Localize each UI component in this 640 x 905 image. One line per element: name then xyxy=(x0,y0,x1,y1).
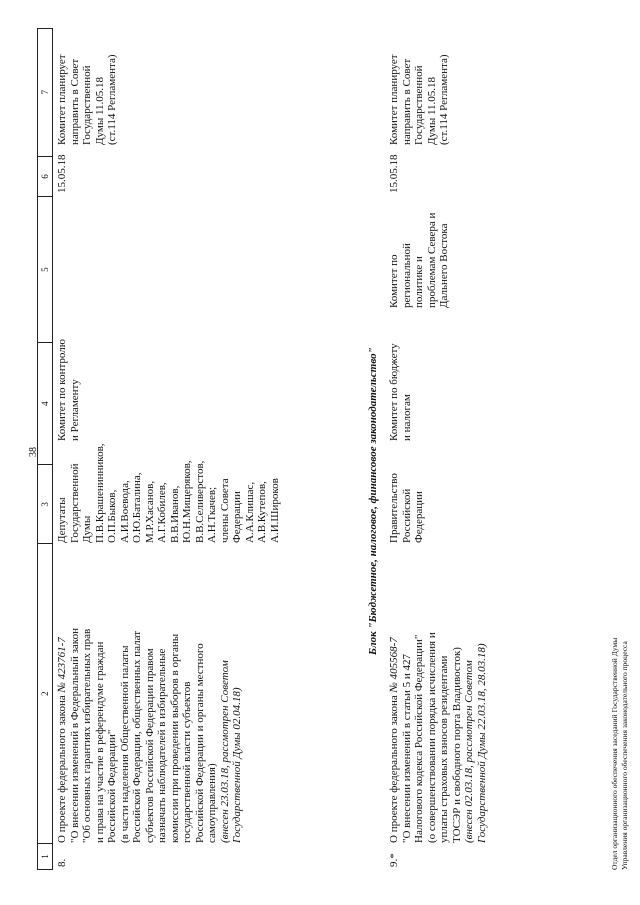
col-header: 3 xyxy=(38,464,52,543)
introduction-info: (внесен 02.03.18, рассмотрен Советом xyxy=(463,660,475,843)
col-header: 2 xyxy=(38,543,52,843)
bill-description: О проекте федерального закона № 423761-7 "О внесении изменений в Федеральный закон "Об основных гарантиях избирательных прав и права на участие в референдуме граждан Российской Федерации" (в части наделения Общественной палаты Российской Федерации, общественных палат субъектов Российской Федерации правом назначать наблюдателей в избирательные комиссии при проведении выборов в органы государственной власти субъектов Российской Федерации и органы местного самоуправления) (внесен 23.03.18, рассмотрен Советом Государственной Думы 02.04.18) xyxy=(56,545,244,843)
col-header: 5 xyxy=(38,196,52,341)
bill-number: № 405568-7 xyxy=(388,637,400,693)
bill-authors: Депутаты Государственной Думы П.В.Крашенинников, О.П.Быков, А.И.Воевода, О.Ю.Баталина, М.Р.Хасанов, А.Г.Кобилев, В.В.Иванов, Ю.Н.Мищеряков, В.В.Селиверстов, А.Н.Ткачев; члены Совета Федерации А.А.Клишас, А.В.Кутепов, А.И.Широков xyxy=(56,443,281,543)
col-header: 7 xyxy=(40,90,50,95)
row-number: 9.* xyxy=(388,853,400,867)
introduction-info: (внесен 23.03.18, рассмотрен Советом xyxy=(218,660,231,843)
bill-number: № 423761-7 xyxy=(56,637,68,693)
col-header: 4 xyxy=(38,342,52,465)
date: 15.05.18 xyxy=(388,154,400,193)
note: Комитет планирует направить в Совет Государственной Думы 11.05.18 (ст.114 Регламента) xyxy=(56,54,118,145)
footer: Отдел организационного обеспечения заседаний Государственной Думы Управления организационного обеспечения законодательного процесса xyxy=(610,637,629,870)
table-header xyxy=(37,28,53,870)
col-header: 6 xyxy=(38,156,52,197)
responsible-committee: Комитет по бюджету и налогам xyxy=(388,343,413,441)
bill-title: О проекте федерального закона № 405568-7 xyxy=(388,637,400,843)
block-title: Блок "Бюджетное, налоговое, финансовое законодательство" xyxy=(367,347,379,655)
co-committee: Комитет по региональной политике и проблемам Севера и Дальнего Востока xyxy=(388,212,450,308)
col-header: 1 xyxy=(38,843,52,869)
bill-description: О проекте федерального закона № 405568-7 "О внесении изменений в статьи 5 и 427 Налогового кодекса Российской Федерации" (о совершенствовании порядка исчисления и уплаты страховых взносов резидентами ТОСЭР и свободного порта Владивосток) (внесен 02.03.18, рассмотрен Советом Государственной Думы 22.03.18, 28.03.18) xyxy=(388,545,488,843)
row-number: 8. xyxy=(56,858,68,867)
note: Комитет планирует направить в Совет Государственной Думы 11.05.18 (ст.114 Регламента) xyxy=(388,54,450,145)
bill-title: О проекте федерального закона № 423761-7 xyxy=(56,637,68,843)
date: 15.05.18 xyxy=(56,154,68,193)
bill-authors: Правительство Российской Федерации xyxy=(388,473,425,543)
page-number: 38 xyxy=(28,447,39,457)
responsible-committee: Комитет по контролю и Регламенту xyxy=(56,339,81,441)
